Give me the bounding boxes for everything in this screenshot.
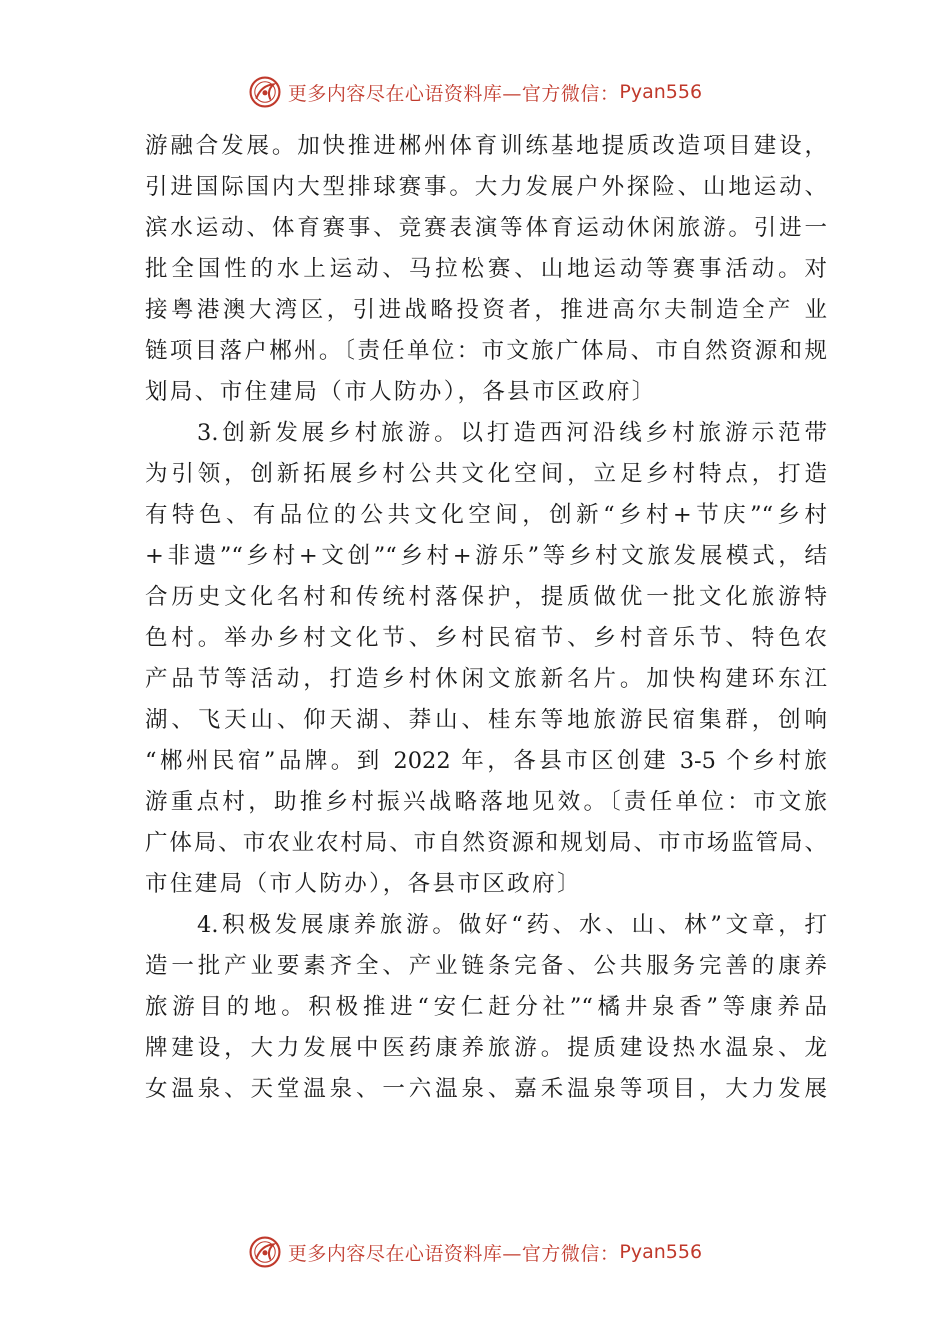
text-line: 造一批产业要素齐全、产业链条完备、公共服务完善的康养 [145, 953, 827, 979]
text-line: +非遗”“乡村+文创”“乡村+游乐”等乡村文旅发展模式，结 [145, 543, 827, 569]
section-heading-line: 3.创新发展乡村旅游。以打造西河沿线乡村旅游示范带 [197, 420, 827, 446]
document-body [145, 126, 827, 1110]
text-line: 色村。举办乡村文化节、乡村民宿节、乡村音乐节、特色农 [145, 625, 827, 651]
text-line: 链项目落户郴州。〔责任单位：市文旅广体局、市自然资源和规 [145, 338, 827, 364]
red-seal-logo-icon [248, 1235, 282, 1269]
text-line: 湖、飞天山、仰天湖、莽山、桂东等地旅游民宿集群，创响 [145, 707, 827, 733]
text-line: 旅游目的地。积极推进“安仁赶分社”“橘井泉香”等康养品 [145, 994, 827, 1020]
text-line: 为引领，创新拓展乡村公共文化空间，立足乡村特点，打造 [145, 461, 827, 487]
text-line: 有特色、有品位的公共文化空间，创新“乡村+节庆”“乡村 [145, 502, 827, 528]
text-line: 滨水运动、体育赛事、竞赛表演等体育运动休闲旅游。引进一 [145, 215, 827, 241]
text-line: 游重点村，助推乡村振兴战略落地见效。〔责任单位：市文旅 [145, 789, 827, 815]
banner-text: 更多内容尽在心语资料库—官方微信： [287, 1242, 620, 1265]
text-line: 划局、市住建局（市人防办），各县市区政府〕 [145, 379, 657, 405]
text-line: 广体局、市农业农村局、市自然资源和规划局、市市场监管局、 [145, 830, 827, 856]
red-seal-logo-icon [248, 75, 282, 109]
text-line: 接粤港澳大湾区，引进战略投资者，推进高尔夫制造全产 业 [145, 297, 827, 323]
text-line: 牌建设，大力发展中医药康养旅游。提质建设热水温泉、龙 [145, 1035, 827, 1061]
text-line: 引进国际国内大型排球赛事。大力发展户外探险、山地运动、 [145, 174, 827, 200]
section-heading-line: 4.积极发展康养旅游。做好“药、水、山、林”文章，打 [197, 912, 827, 938]
banner-wechat-id: Pyan556 [619, 81, 703, 103]
text-line: 合历史文化名村和传统村落保护，提质做优一批文化旅游特 [145, 584, 827, 610]
text-line: 市住建局（市人防办），各县市区政府〕 [145, 871, 582, 897]
header-banner [0, 72, 950, 112]
footer-banner [0, 1232, 950, 1272]
text-line: 产品节等活动，打造乡村休闲文旅新名片。加快构建环东江 [145, 666, 827, 692]
banner-wechat-id: Pyan556 [619, 1241, 703, 1263]
banner-text: 更多内容尽在心语资料库—官方微信： [287, 82, 620, 105]
text-line: “郴州民宿”品牌。到 2022 年，各县市区创建 3-5 个乡村旅 [145, 748, 827, 774]
text-line: 批全国性的水上运动、马拉松赛、山地运动等赛事活动。对 [145, 256, 827, 282]
text-line: 女温泉、天堂温泉、一六温泉、嘉禾温泉等项目，大力发展 [145, 1076, 827, 1102]
text-line: 游融合发展。加快推进郴州体育训练基地提质改造项目建设， [145, 133, 827, 159]
